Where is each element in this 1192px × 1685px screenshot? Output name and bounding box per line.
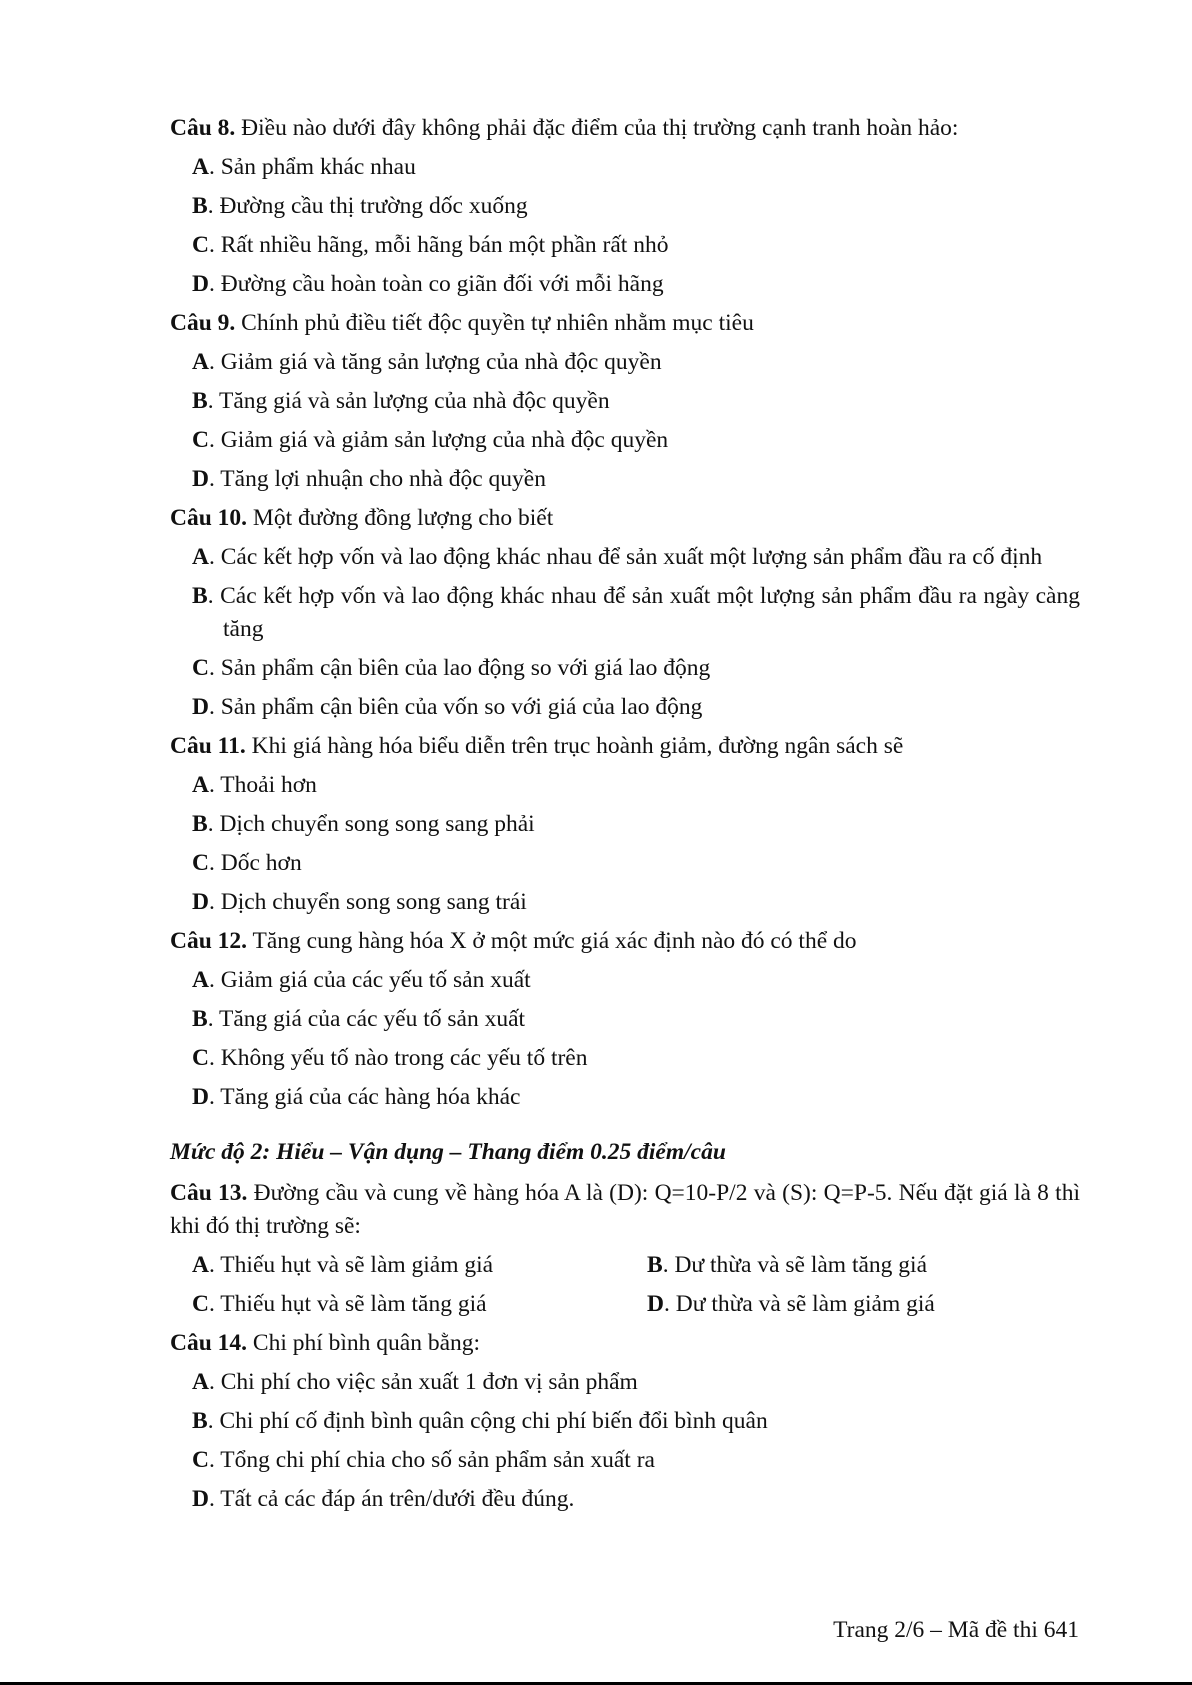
option-letter: C <box>192 850 209 876</box>
option-text: . Tổng chi phí chia cho số sản phẩm sản xuất ra <box>208 1447 655 1473</box>
question-stem <box>170 1327 1080 1360</box>
question-number: Câu 12. <box>170 928 248 954</box>
option-letter: A <box>192 1252 209 1278</box>
option-text: . Tăng giá và sản lượng của nhà độc quyền <box>207 388 610 414</box>
option-text: . Đường cầu thị trường dốc xuống <box>207 193 528 219</box>
option-text: . Thiếu hụt và sẽ làm giảm giá <box>208 1252 494 1278</box>
option-letter: A <box>192 967 209 993</box>
option-text: . Tăng giá của các hàng hóa khác <box>208 1084 521 1110</box>
option-text: . Chi phí cố định bình quân cộng chi phí biến đổi bình quân <box>207 1408 768 1434</box>
answer-option-d <box>192 1483 1080 1516</box>
option-text: . Sản phẩm khác nhau <box>208 154 416 180</box>
question-stem <box>170 925 1080 958</box>
answer-option-d <box>192 1081 1080 1114</box>
option-letter: A <box>192 154 209 180</box>
option-text: . Dốc hơn <box>208 850 302 876</box>
question-9 <box>170 307 1080 496</box>
answer-option-a <box>192 769 1080 802</box>
question-number: Câu 8. <box>170 115 236 141</box>
option-text: . Sản phẩm cận biên của vốn so với giá của lao động <box>208 694 703 720</box>
option-text: . Chi phí cho việc sản xuất 1 đơn vị sản phẩm <box>208 1369 638 1395</box>
option-letter: A <box>192 772 209 798</box>
answer-option-a <box>192 964 1080 997</box>
option-letter: D <box>192 889 209 915</box>
question-text: Tăng cung hàng hóa X ở một mức giá xác định nào đó có thể do <box>247 928 857 954</box>
answer-options-grid <box>192 1249 1080 1321</box>
question-stem <box>170 502 1080 535</box>
question-text: Một đường đồng lượng cho biết <box>247 505 554 531</box>
option-letter: B <box>192 583 208 609</box>
question-number: Câu 14. <box>170 1330 248 1356</box>
page-content <box>170 112 1080 1522</box>
answer-option-c <box>192 1288 647 1321</box>
option-text: . Rất nhiều hãng, mỗi hãng bán một phần rất nhỏ <box>208 232 669 258</box>
question-14 <box>170 1327 1080 1516</box>
option-text: . Các kết hợp vốn và lao động khác nhau để sản xuất một lượng sản phẩm đầu ra ngày càng tăng <box>207 583 1080 642</box>
option-text: . Dư thừa và sẽ làm tăng giá <box>662 1252 928 1278</box>
option-text: . Sản phẩm cận biên của lao động so với giá lao động <box>208 655 711 681</box>
option-text: . Không yếu tố nào trong các yếu tố trên <box>208 1045 588 1071</box>
answer-option-c <box>192 229 1080 262</box>
option-letter: C <box>192 1045 209 1071</box>
question-stem <box>170 730 1080 763</box>
option-text: . Tăng giá của các yếu tố sản xuất <box>207 1006 526 1032</box>
option-letter: B <box>192 1006 208 1032</box>
option-text: . Dịch chuyển song song sang phải <box>207 811 535 837</box>
answer-option-c <box>192 1042 1080 1075</box>
option-letter: C <box>192 655 209 681</box>
answer-option-c <box>192 847 1080 880</box>
answer-option-b <box>192 190 1080 223</box>
option-text: . Dư thừa và sẽ làm giảm giá <box>663 1291 935 1317</box>
option-text: . Các kết hợp vốn và lao động khác nhau để sản xuất một lượng sản phẩm đầu ra cố định <box>208 544 1043 570</box>
option-letter: A <box>192 1369 209 1395</box>
option-letter: D <box>192 466 209 492</box>
question-text: Điều nào dưới đây không phải đặc điểm của thị trường cạnh tranh hoàn hảo: <box>235 115 959 141</box>
question-13 <box>170 1177 1080 1321</box>
option-letter: D <box>647 1291 664 1317</box>
answer-option-d <box>192 691 1080 724</box>
option-letter: C <box>192 1447 209 1473</box>
option-letter: A <box>192 544 209 570</box>
question-stem <box>170 112 1080 145</box>
option-letter: B <box>647 1252 663 1278</box>
option-text: . Thoải hơn <box>208 772 317 798</box>
question-number: Câu 11. <box>170 733 246 759</box>
question-number: Câu 9. <box>170 310 236 336</box>
question-text: Đường cầu và cung về hàng hóa A là (D): Q=10-P/2 và (S): Q=P-5. Nếu đặt giá là 8 thì khi đó thị trường sẽ: <box>170 1180 1080 1239</box>
question-number: Câu 10. <box>170 505 248 531</box>
question-text: Chính phủ điều tiết độc quyền tự nhiên nhằm mục tiêu <box>235 310 754 336</box>
option-letter: B <box>192 1408 208 1434</box>
answer-option-a <box>192 346 1080 379</box>
answer-option-b <box>192 580 1080 646</box>
page-footer: Trang 2/6 – Mã đề thi 641 <box>833 1617 1079 1643</box>
question-8 <box>170 112 1080 301</box>
answer-option-d <box>647 1288 1102 1321</box>
answer-option-a <box>192 1366 1080 1399</box>
question-11 <box>170 730 1080 919</box>
option-letter: D <box>192 1084 209 1110</box>
option-text: . Thiếu hụt và sẽ làm tăng giá <box>208 1291 487 1317</box>
option-letter: B <box>192 193 208 219</box>
answer-option-a <box>192 541 1080 574</box>
answer-option-b <box>192 1405 1080 1438</box>
option-text: . Tất cả các đáp án trên/dưới đều đúng. <box>208 1486 575 1512</box>
option-letter: D <box>192 694 209 720</box>
answer-option-d <box>192 886 1080 919</box>
answer-option-c <box>192 1444 1080 1477</box>
section-title: Mức độ 2: Hiểu – Vận dụng – Thang điểm 0.25 điểm/câu <box>170 1139 726 1165</box>
option-text: . Dịch chuyển song song sang trái <box>208 889 527 915</box>
option-letter: D <box>192 271 209 297</box>
answer-option-b <box>192 1003 1080 1036</box>
question-stem <box>170 1177 1080 1243</box>
question-number: Câu 13. <box>170 1180 248 1206</box>
option-text: . Đường cầu hoàn toàn co giãn đối với mỗi hãng <box>208 271 664 297</box>
answer-option-b <box>192 808 1080 841</box>
option-letter: C <box>192 1291 209 1317</box>
answer-option-d <box>192 268 1080 301</box>
option-letter: B <box>192 388 208 414</box>
question-text: Khi giá hàng hóa biểu diễn trên trục hoành giảm, đường ngân sách sẽ <box>245 733 904 759</box>
question-text: Chi phí bình quân bằng: <box>247 1330 481 1356</box>
answer-option-b <box>192 385 1080 418</box>
answer-option-c <box>192 424 1080 457</box>
question-10 <box>170 502 1080 724</box>
option-text: . Giảm giá và tăng sản lượng của nhà độc quyền <box>208 349 662 375</box>
option-letter: C <box>192 232 209 258</box>
option-letter: A <box>192 349 209 375</box>
answer-option-b <box>647 1249 1102 1282</box>
option-letter: D <box>192 1486 209 1512</box>
option-letter: B <box>192 811 208 837</box>
answer-option-d <box>192 463 1080 496</box>
answer-option-c <box>192 652 1080 685</box>
option-letter: C <box>192 427 209 453</box>
option-text: . Giảm giá của các yếu tố sản xuất <box>208 967 531 993</box>
question-stem <box>170 307 1080 340</box>
question-12 <box>170 925 1080 1114</box>
option-text: . Giảm giá và giảm sản lượng của nhà độc quyền <box>208 427 669 453</box>
answer-option-a <box>192 1249 647 1282</box>
option-text: . Tăng lợi nhuận cho nhà độc quyền <box>208 466 546 492</box>
answer-option-a <box>192 151 1080 184</box>
